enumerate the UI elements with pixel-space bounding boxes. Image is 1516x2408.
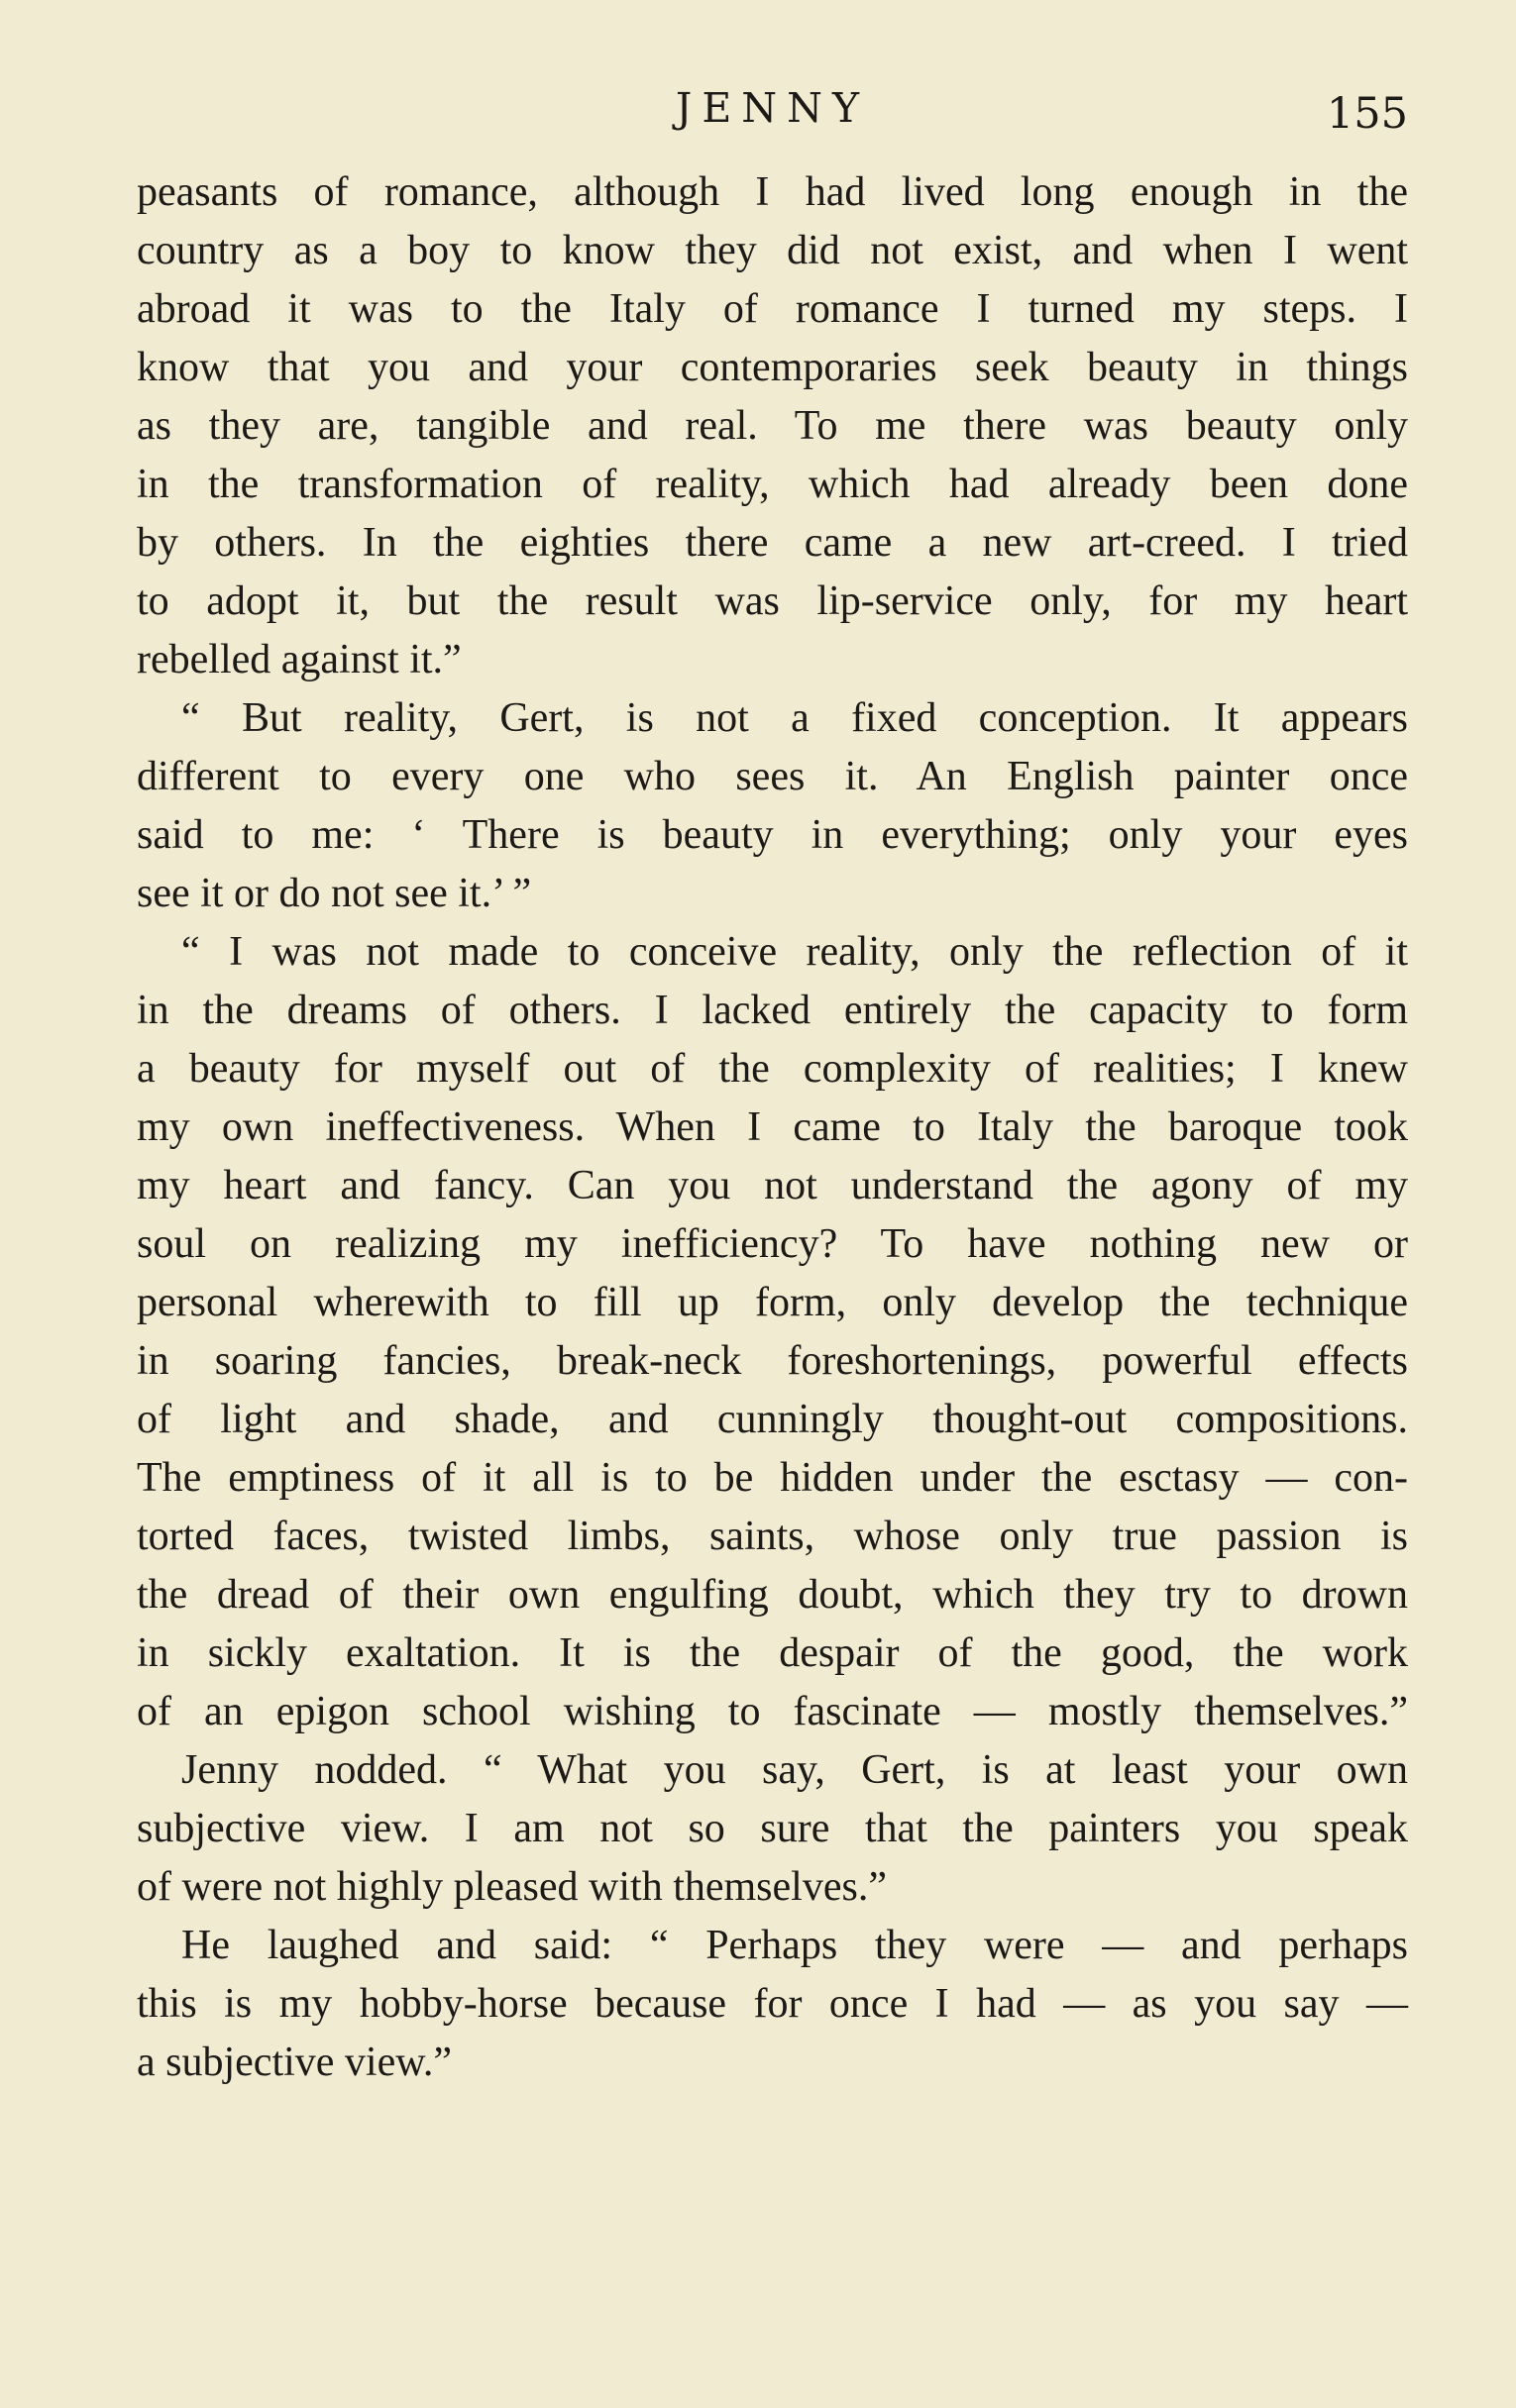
text-line: in the dreams of others. I lacked entirely the capacity to form: [137, 988, 1408, 1033]
text-line: “ But reality, Gert, is not a fixed conception. It appears: [181, 695, 1408, 741]
text-line: said to me: ‘ There is beauty in everything; only your eyes: [137, 812, 1408, 858]
text-line: peasants of romance, although I had lived long enough in the: [137, 169, 1408, 215]
page-number: 155: [1326, 89, 1408, 139]
running-title: JENNY: [675, 84, 870, 132]
text-line: different to every one who sees it. An English painter once: [137, 754, 1408, 799]
text-line: as they are, tangible and real. To me there was beauty only: [137, 403, 1408, 449]
text-line: He laughed and said: “ Perhaps they were — and perhaps: [181, 1923, 1408, 1968]
text-line: abroad it was to the Italy of romance I turned my steps. I: [137, 286, 1408, 332]
running-header: [137, 79, 1408, 149]
text-line: The emptiness of it all is to be hidden under the esctasy — con-: [137, 1455, 1408, 1501]
text-line: in sickly exaltation. It is the despair of the good, the work: [137, 1630, 1408, 1676]
text-line: the dread of their own engulfing doubt, which they try to drown: [137, 1572, 1408, 1618]
text-line: know that you and your contemporaries seek beauty in things: [137, 345, 1408, 390]
text-line: country as a boy to know they did not exist, and when I went: [137, 228, 1408, 273]
body-text: [137, 163, 1408, 2092]
text-line: a subjective view.”: [137, 2040, 452, 2085]
text-line: by others. In the eighties there came a new art-creed. I tried: [137, 520, 1408, 566]
text-line: this is my hobby-horse because for once I had — as you say —: [137, 1981, 1408, 2027]
text-line: of an epigon school wishing to fascinate — mostly themselves.”: [137, 1689, 1408, 1734]
text-line: of light and shade, and cunningly thought-out compositions.: [137, 1397, 1408, 1442]
text-line: torted faces, twisted limbs, saints, whose only true passion is: [137, 1514, 1408, 1559]
text-line: personal wherewith to fill up form, only develop the technique: [137, 1280, 1408, 1325]
text-line: subjective view. I am not so sure that the painters you speak: [137, 1806, 1408, 1851]
text-line: Jenny nodded. “ What you say, Gert, is at least your own: [181, 1747, 1408, 1793]
text-line: “ I was not made to conceive reality, only the reflection of it: [181, 929, 1408, 975]
text-line: of were not highly pleased with themselves.”: [137, 1864, 887, 1910]
text-line: in the transformation of reality, which had already been done: [137, 462, 1408, 507]
text-line: to adopt it, but the result was lip-service only, for my heart: [137, 578, 1408, 624]
text-line: in soaring fancies, break-neck foreshortenings, powerful effects: [137, 1338, 1408, 1384]
text-line: my heart and fancy. Can you not understand the agony of my: [137, 1163, 1408, 1208]
text-line: a beauty for myself out of the complexity of realities; I knew: [137, 1046, 1408, 1092]
text-line: soul on realizing my inefficiency? To have nothing new or: [137, 1221, 1408, 1267]
text-line: see it or do not see it.’ ”: [137, 871, 532, 916]
text-line: my own ineffectiveness. When I came to Italy the baroque took: [137, 1104, 1408, 1150]
text-line: rebelled against it.”: [137, 637, 462, 682]
